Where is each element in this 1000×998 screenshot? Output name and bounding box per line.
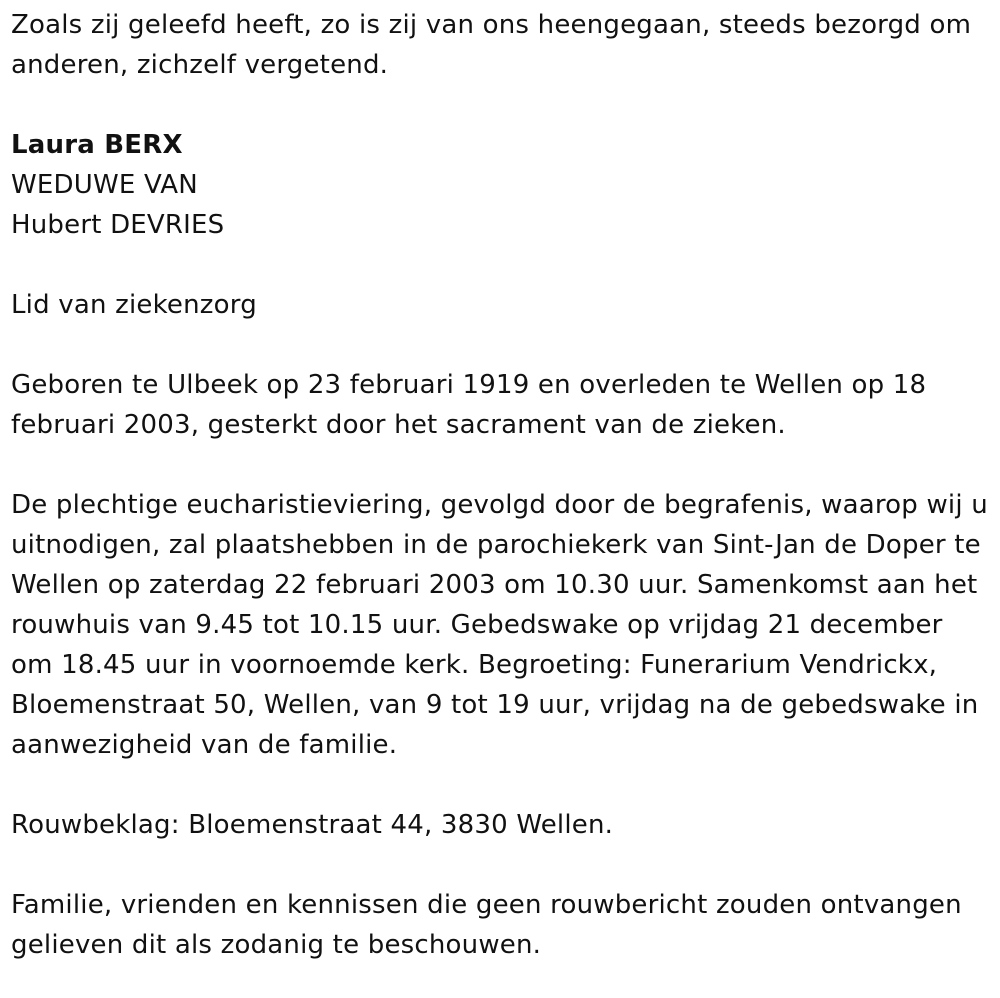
condolence-address: Rouwbeklag: Bloemenstraat 44, 3830 Wellen.	[11, 810, 614, 840]
widow-label: WEDUWE VAN	[11, 170, 198, 200]
spouse-name: Hubert DEVRIES	[11, 210, 225, 240]
membership-text: Lid van ziekenzorg	[11, 290, 257, 320]
deceased-name: Laura BERX	[11, 130, 183, 160]
closing-text: Familie, vrienden en kennissen die geen rouwbericht zouden ontvangen gelieven dit als zodanig te beschouwen.	[11, 890, 962, 960]
obituary-notice	[11, 5, 991, 965]
motto-text: Zoals zij geleefd heeft, zo is zij van ons heengegaan, steeds bezorgd om anderen, zichzelf vergetend.	[11, 10, 972, 80]
ceremony-text: De plechtige eucharistieviering, gevolgd door de begrafenis, waarop wij u uitnodigen, zal plaatshebben in de parochiekerk van Sint-Jan de Doper te Wellen op zaterdag 22 februari 2003 om 10.30 uur. Samenkomst aan het rouwhuis van 9.45 tot 10.15 uur. Gebedswake op vrijdag 21 december om 18.45 uur in voornoemde kerk. Begroeting: Funerarium Vendrickx, Bloemenstraat 50, Wellen, van 9 tot 19 uur, vrijdag na de gebedswake in aanwezigheid van de familie.	[11, 490, 988, 760]
birth-death-text: Geboren te Ulbeek op 23 februari 1919 en overleden te Wellen op 18 februari 2003, gesterkt door het sacrament van de zieken.	[11, 370, 927, 440]
